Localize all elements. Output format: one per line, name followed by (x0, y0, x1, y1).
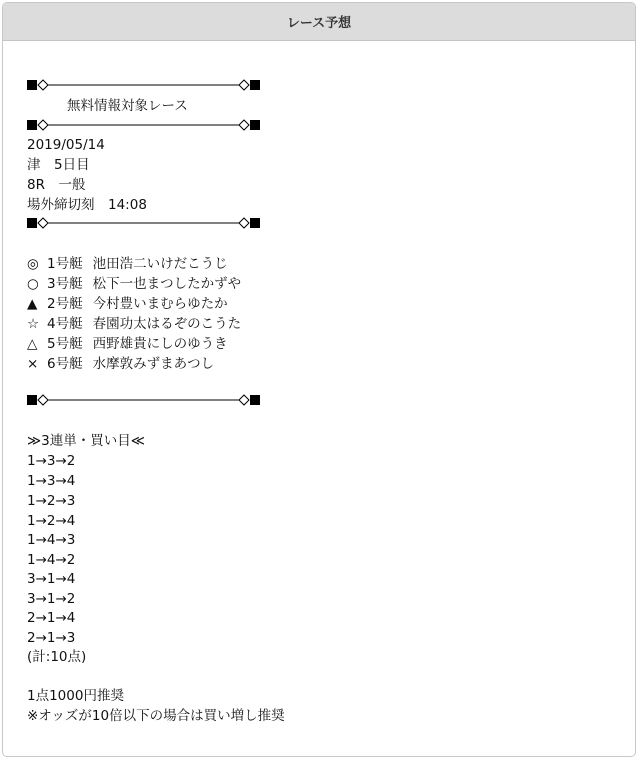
stake-recommendation: 1点1000円推奨 (27, 688, 124, 704)
bet-combo: 1→2→4 (27, 513, 76, 529)
prediction-row (27, 315, 241, 333)
bet-combo: 1→3→4 (27, 473, 76, 489)
divider (27, 217, 260, 229)
race-deadline: 場外締切刻 14:08 (27, 197, 147, 213)
bet-combo: 1→3→2 (27, 453, 76, 469)
race-prediction-panel (2, 2, 636, 757)
race-date: 2019/05/14 (27, 137, 105, 153)
racer-name: 今村豊いまむらゆたか (92, 296, 228, 312)
prediction-mark: × (27, 356, 39, 372)
race-subject: 無料情報対象レース (67, 98, 188, 114)
racer-name: 池田浩二いけだこうじ (92, 256, 228, 272)
racer-name: 西野雄貴にしのゆうき (92, 336, 228, 352)
bet-combo: 1→4→3 (27, 532, 76, 548)
racer-name: 春園功太はるぞのこうた (92, 316, 242, 332)
boat-number: 1号艇 (47, 256, 83, 272)
divider (27, 79, 260, 91)
panel-header (3, 3, 635, 41)
racer-name: 松下一也まつしたかずや (92, 276, 242, 292)
bet-combo: 1→2→3 (27, 493, 76, 509)
prediction-mark: ▲ (27, 296, 38, 312)
racer-name: 水摩敦みずまあつし (92, 356, 215, 372)
prediction-row (27, 255, 228, 273)
bets-heading: ≫3連単・買い目≪ (27, 433, 145, 449)
boat-number: 3号艇 (47, 276, 83, 292)
bet-combo: 2→1→3 (27, 630, 76, 646)
race-venue-day: 津 5日目 (27, 157, 90, 173)
prediction-mark: △ (27, 336, 38, 352)
boat-number: 6号艇 (47, 356, 83, 372)
boat-number: 2号艇 (47, 296, 83, 312)
prediction-row (27, 295, 228, 313)
boat-number: 5号艇 (47, 336, 83, 352)
prediction-row (27, 335, 228, 353)
prediction-row (27, 355, 214, 373)
bet-combo: 2→1→4 (27, 610, 76, 626)
boat-number: 4号艇 (47, 316, 83, 332)
bet-combo: 3→1→4 (27, 571, 76, 587)
prediction-row (27, 275, 241, 293)
divider (27, 119, 260, 131)
race-number-grade: 8R 一般 (27, 177, 86, 193)
prediction-mark: ○ (27, 276, 39, 292)
odds-note: ※オッズが10倍以下の場合は買い増し推奨 (27, 708, 285, 724)
divider (27, 394, 260, 406)
bet-combo: 1→4→2 (27, 552, 76, 568)
bet-combo: 3→1→2 (27, 591, 76, 607)
prediction-mark: ◎ (27, 256, 39, 272)
bets-total: (計:10点) (27, 649, 87, 665)
panel-title: レース予想 (286, 16, 352, 31)
prediction-mark: ☆ (27, 316, 40, 332)
